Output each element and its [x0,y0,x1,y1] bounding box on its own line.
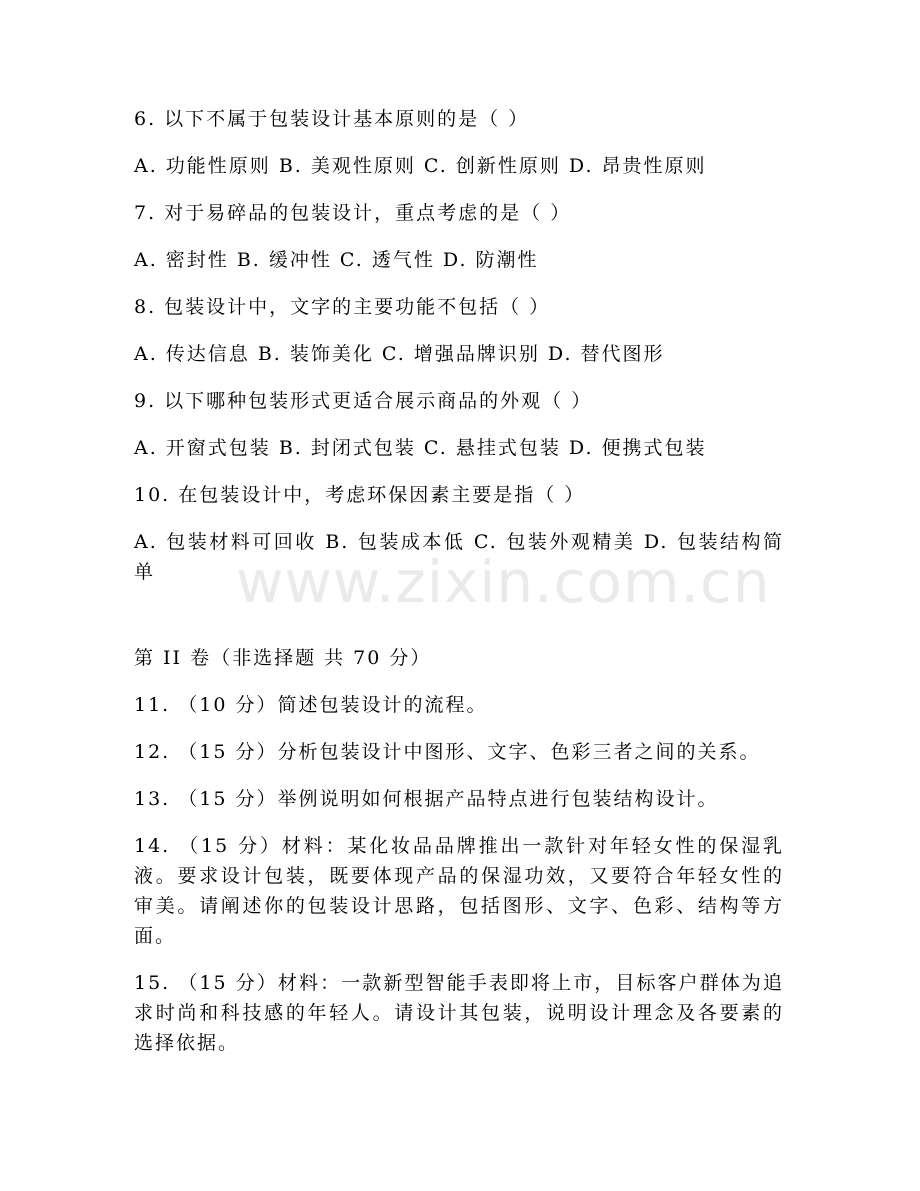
question-6-options: A. 功能性原则 B. 美观性原则 C. 创新性原则 D. 昂贵性原则 [134,155,707,177]
question-7-options: A. 密封性 B. 缓冲性 C. 透气性 D. 防潮性 [134,249,539,271]
essay-15: 15. （15 分）材料：一款新型智能手表即将上市，目标客户群体为追求时尚和科技感的年轻人。请设计其包装，说明设计理念及各要素的选择依据。 [134,972,784,1054]
essay-11: 11. （10 分）简述包装设计的流程。 [134,694,488,716]
question-8-stem: 8. 包装设计中，文字的主要功能不包括（ ） [134,296,551,318]
question-9-stem: 9. 以下哪种包装形式更适合展示商品的外观（ ） [134,390,593,412]
watermark-text: www.zixin.com.cn [236,548,771,616]
question-8-options: A. 传达信息 B. 装饰美化 C. 增强品牌识别 D. 替代图形 [134,343,665,365]
exam-content [134,104,784,1058]
question-9-options: A. 开窗式包装 B. 封闭式包装 C. 悬挂式包装 D. 便携式包装 [134,437,707,459]
question-7-stem: 7. 对于易碎品的包装设计，重点考虑的是（ ） [134,202,572,224]
question-6-stem: 6. 以下不属于包装设计基本原则的是（ ） [134,108,530,130]
essay-14: 14. （15 分）材料：某化妆品品牌推出一款针对年轻女性的保湿乳液。要求设计包装，既要体现产品的保湿功效，又要符合年轻女性的审美。请阐述你的包装设计思路，包括图形、文字、色彩、结构等方面。 [134,835,784,947]
section-title: 第 II 卷（非选择题 共 70 分） [134,647,432,669]
essay-13: 13. （15 分）举例说明如何根据产品特点进行包装结构设计。 [134,788,719,810]
question-10-stem: 10. 在包装设计中，考虑环保因素主要是指（ ） [134,484,586,506]
essay-12: 12. （15 分）分析包装设计中图形、文字、色彩三者之间的关系。 [134,741,761,763]
question-10-options: A. 包装材料可回收 B. 包装成本低 C. 包装外观精美 D. 包装结构简单 [134,531,784,583]
